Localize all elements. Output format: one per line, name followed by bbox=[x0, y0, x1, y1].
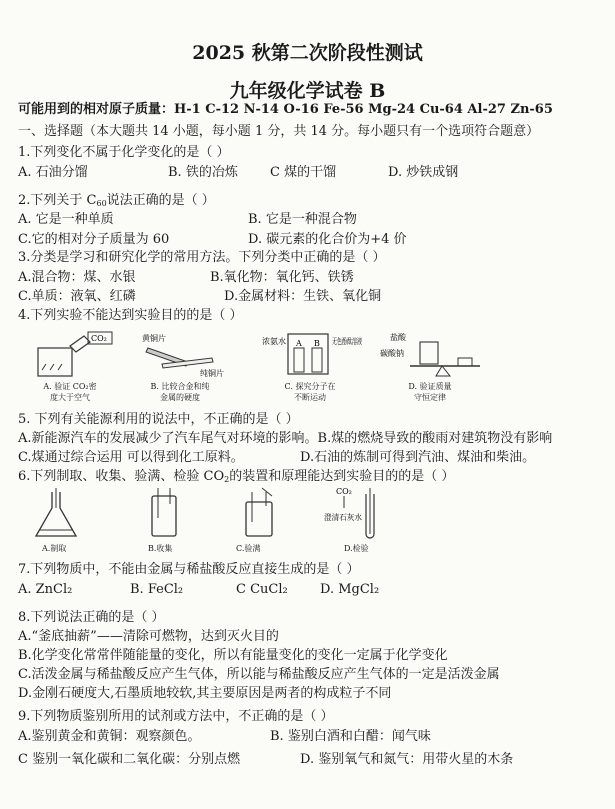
q1-stem: 1.下列变化不属于化学变化的是（ ） bbox=[18, 145, 230, 160]
q4-caption-d: D. 验证质量 守恒定律 bbox=[408, 382, 452, 402]
q4-figure-c bbox=[262, 330, 380, 382]
q9-option-c: C 鉴别一氧化碳和二氧化碳：分别点燃 bbox=[18, 752, 241, 767]
q5-option-c: C.煤通过综合运用 可以得到化工原料。 bbox=[18, 450, 244, 465]
q2-option-d: D. 碳元素的化合价为+4 价 bbox=[248, 232, 407, 247]
q4-a-co2-label: CO₂ bbox=[91, 334, 107, 343]
q7-option-b: B. FeCl₂ bbox=[130, 582, 184, 597]
q4-b-brass-label: 黄铜片 bbox=[142, 334, 166, 343]
q6-caption-c: C.验满 bbox=[236, 544, 261, 553]
q1-option-a: A. 石油分馏 bbox=[18, 165, 88, 180]
q2-option-b: B. 它是一种混合物 bbox=[248, 212, 357, 227]
q2-stem: 2.下列关于 $C_{60}$说法正确的是（ ） bbox=[18, 193, 215, 208]
q6-caption-b: B.收集 bbox=[148, 544, 173, 553]
q5-stem: 5. 下列有关能源利用的说法中，不正确的是（ ） bbox=[18, 412, 299, 427]
q4-c-ammonia-label: 浓氨水 bbox=[262, 337, 286, 346]
q3-stem: 3.分类是学习和研究化学的常用方法。下列分类中正确的是（ ） bbox=[18, 250, 386, 265]
q4-d-carbonate-label: 碳酸钠 bbox=[380, 349, 404, 358]
q8-option-d: D.金刚石硬度大,石墨质地较软,其主要原因是两者的构成粒子不同 bbox=[18, 686, 392, 701]
q4-c-phenol-label: 无色酚酞溶液 bbox=[332, 337, 380, 346]
q4-caption-a: A. 验证 CO₂密 度大于空气 bbox=[43, 382, 97, 402]
q3-option-c: C.单质：液氧、红磷 bbox=[18, 289, 136, 304]
q9-option-b: B. 鉴别白酒和白醋：闻气味 bbox=[270, 729, 431, 744]
q8-option-a: A.“釜底抽薪”——清除可燃物，达到灭火目的 bbox=[18, 629, 279, 644]
q4-d-acid-label: 盐酸 bbox=[390, 333, 406, 342]
q7-option-a: A. ZnCl₂ bbox=[18, 582, 73, 597]
exam-title: 2025 秋第二次阶段性测试 bbox=[192, 42, 423, 64]
q7-option-c: C CuCl₂ bbox=[236, 582, 288, 597]
q6-figure-d bbox=[322, 486, 392, 542]
q3-option-d: D.金属材料：生铁、氧化铜 bbox=[224, 289, 382, 304]
q8-option-c: C.活泼金属与稀盐酸反应产生气体，所以能与稀盐酸反应产生气体的一定是活泼金属 bbox=[18, 667, 500, 682]
q4-b-copper-label: 纯铜片 bbox=[200, 369, 224, 378]
q6-d-limewater-label: 澄清石灰水 bbox=[324, 513, 364, 522]
q5-option-d: D.石油的炼制可得到汽油、煤油和柴油。 bbox=[300, 450, 536, 465]
q6-figure-b bbox=[140, 488, 190, 540]
q4-figure-d bbox=[380, 330, 490, 380]
q6-figure-c bbox=[236, 488, 286, 540]
q9-option-a: A.鉴别黄金和黄铜：观察颜色。 bbox=[18, 729, 201, 744]
q9-option-d: D. 鉴别氧气和氮气：用带火星的木条 bbox=[300, 752, 514, 767]
exam-subtitle: 九年级化学试卷 B bbox=[229, 80, 386, 102]
q4-caption-b: B. 比较合金和纯 金属的硬度 bbox=[150, 382, 210, 402]
q8-stem: 8.下列说法正确的是（ ） bbox=[18, 610, 165, 625]
q4-caption-c: C. 探究分子在 不断运动 bbox=[284, 382, 336, 402]
q9-stem: 9.下列物质鉴别所用的试剂或方法中，不正确的是（ ） bbox=[18, 709, 334, 724]
q4-c-tube-a: A bbox=[296, 339, 302, 348]
q7-stem: 7.下列物质中，不能由金属与稀盐酸反应直接生成的是（ ） bbox=[18, 562, 360, 577]
q4-figure-b bbox=[140, 330, 240, 380]
q6-caption-a: A.制取 bbox=[42, 544, 67, 553]
q6-stem: 6.下列制取、收集、验满、检验 $CO_2$的装置和原理能达到实验目的的是（ ） bbox=[18, 469, 455, 484]
q4-stem: 4.下列实验不能达到实验目的的是（ ） bbox=[18, 308, 243, 323]
q4-c-tube-b: B bbox=[314, 339, 320, 348]
q1-option-d: D. 炒铁成钢 bbox=[388, 165, 459, 180]
section-heading: 一、选择题（本大题共 14 小题，每小题 1 分，共 14 分。每小题只有一个选项符合题意） bbox=[18, 124, 540, 139]
q6-d-co2-label: CO₂ bbox=[336, 487, 352, 496]
q3-option-a: A.混合物：煤、水银 bbox=[18, 270, 136, 285]
q1-option-c: C 煤的干馏 bbox=[270, 165, 337, 180]
q2-option-c: C.它的相对分子质量为 60 bbox=[18, 232, 170, 247]
q8-option-b: B.化学变化常常伴随能量的变化，所以有能量变化的变化一定属于化学变化 bbox=[18, 648, 448, 663]
atomic-masses: 可能用到的相对原子质量：H-1 C-12 N-14 O-16 Fe-56 Mg-24 Cu-64 Al-27 Zn-65 bbox=[18, 102, 553, 117]
q6-caption-d: D.检验 bbox=[344, 544, 369, 553]
q6-figure-a bbox=[30, 488, 90, 540]
q7-option-d: D. MgCl₂ bbox=[320, 582, 380, 597]
q4-figure-a bbox=[30, 330, 120, 380]
q3-option-b: B.氧化物：氧化钙、铁锈 bbox=[210, 270, 354, 285]
q2-option-a: A. 它是一种单质 bbox=[18, 212, 114, 227]
q1-option-b: B. 铁的冶炼 bbox=[168, 165, 238, 180]
q5-option-a-b: A.新能源汽车的发展减少了汽车尾气对环境的影响。B.煤的燃烧导致的酸雨对建筑物没有影响 bbox=[18, 431, 553, 446]
